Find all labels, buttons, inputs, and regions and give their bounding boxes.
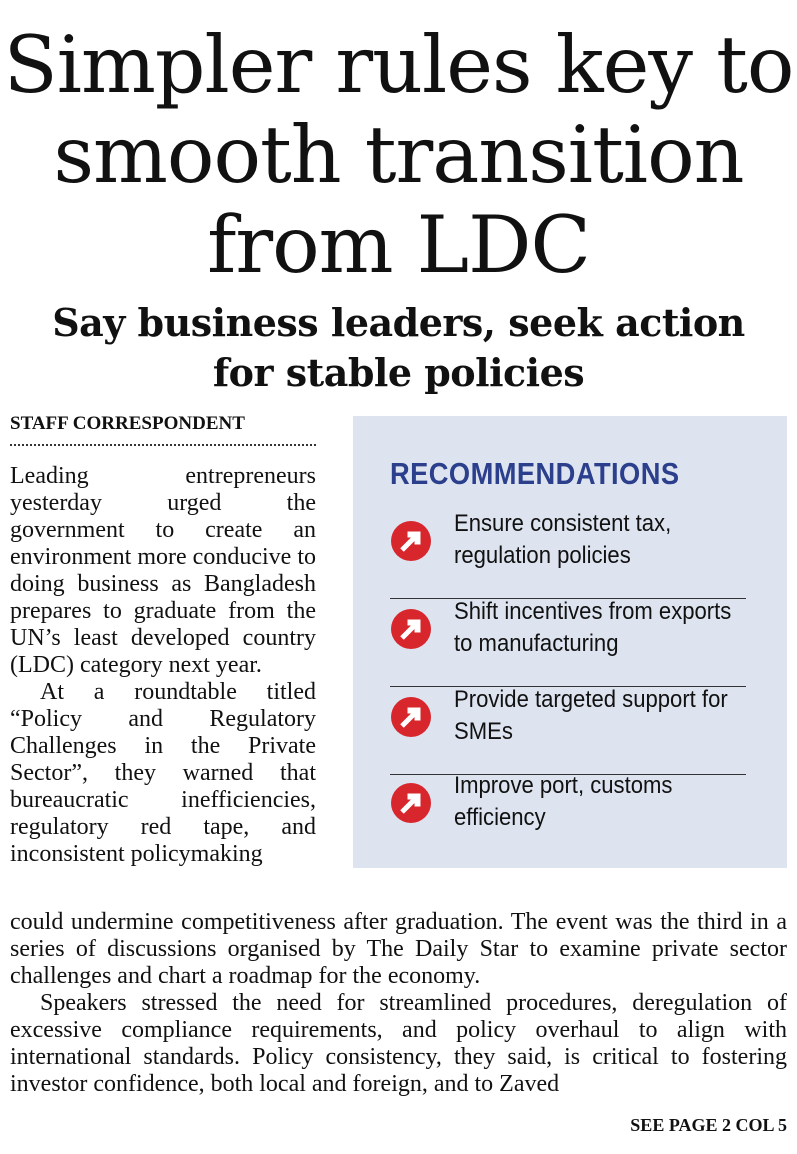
headline (0, 20, 797, 290)
arrow-up-right-circle-icon (390, 696, 432, 738)
recommendation-text: Shift incentives from exports to manufacturing (454, 598, 732, 657)
headline-line-3: from LDC (207, 199, 590, 291)
recommendation-text: Ensure consistent tax, regulation policies (454, 510, 672, 569)
recommendations-box (353, 416, 787, 868)
byline: STAFF CORRESPONDENT (10, 412, 316, 446)
recommendations-title: RECOMMENDATIONS (390, 456, 680, 491)
recommendation-item (390, 512, 746, 599)
recommendation-item (390, 600, 746, 687)
headline-line-1: Simpler rules key to (3, 19, 794, 111)
article-paragraph: Speakers stressed the need for streamlined procedures, deregulation of excessive compliance requirements, and policy overhaul to align with international standards. Policy consistency, they said, is critical to fostering investor confidence, both local and foreign, and to Zaved (10, 990, 787, 1097)
arrow-up-right-circle-icon (390, 520, 432, 562)
article-paragraph: At a roundtable titled “Policy and Regulatory Challenges in the Private Sector”, they warned that bureaucratic inefficiencies, regulatory red tape, and inconsistent policymaking (10, 679, 316, 867)
article-paragraph: Leading entrepreneurs yesterday urged the government to create an environment more conducive to doing business as Bangladesh prepares to graduate from the UN’s least developed country (LDC) category next year. (10, 463, 316, 678)
article-paragraph: could undermine competitiveness after graduation. The event was the third in a series of discussions organised by The Daily Star to examine private sector challenges and chart a roadmap for the economy. (10, 909, 787, 989)
subheadline-line-1: Say business leaders, seek action (52, 300, 745, 345)
arrow-up-right-circle-icon (390, 608, 432, 650)
recommendation-text: Improve port, customs efficiency (454, 772, 673, 831)
continuation-link: SEE PAGE 2 COL 5 (630, 1115, 787, 1135)
recommendation-item (390, 688, 746, 775)
article-full-width (10, 909, 787, 1098)
headline-line-2: smooth transition (53, 109, 744, 201)
subheadline-line-2: for stable policies (212, 350, 585, 395)
article-left-column (10, 463, 316, 868)
subheadline (0, 298, 797, 398)
arrow-up-right-circle-icon (390, 782, 432, 824)
recommendation-text: Provide targeted support for SMEs (454, 686, 728, 745)
recommendation-item (390, 774, 746, 860)
